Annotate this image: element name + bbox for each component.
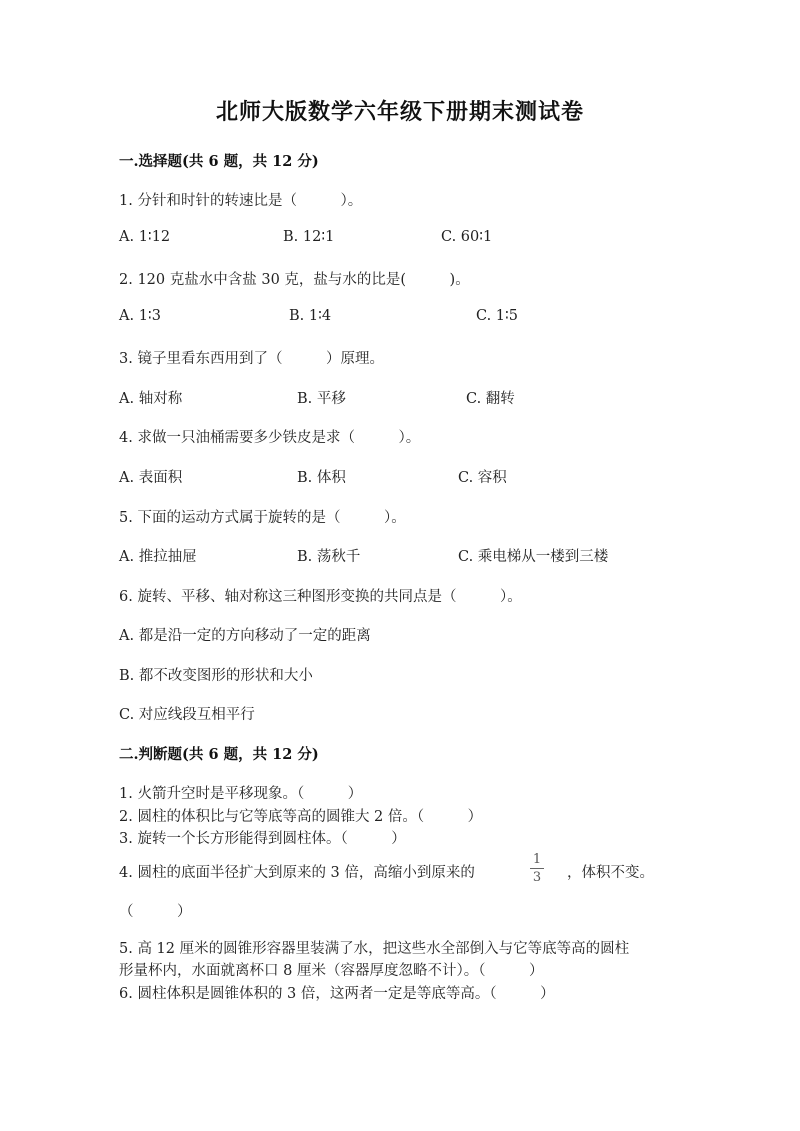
judgement-1-text: 1. 火箭升空时是平移现象。（ ） xyxy=(119,786,363,802)
question-2-option-c: C. 1∶5 xyxy=(476,308,519,324)
question-4-text: 4. 求做一只油桶需要多少铁皮是求（ ）。 xyxy=(119,430,421,446)
fraction-bar xyxy=(530,868,544,869)
question-3-option-a: A. 轴对称 xyxy=(119,391,183,407)
question-3-option-b: B. 平移 xyxy=(297,391,346,407)
question-1-text: 1. 分针和时针的转速比是（ ）。 xyxy=(119,193,363,209)
question-4-option-a: A. 表面积 xyxy=(119,470,183,486)
judgement-3-text: 3. 旋转一个长方形能得到圆柱体。（ ） xyxy=(119,831,406,847)
question-6-option-c: C. 对应线段互相平行 xyxy=(119,707,255,723)
judgement-4-paren: （ ） xyxy=(119,904,192,920)
question-1-option-b: B. 12∶1 xyxy=(283,229,335,245)
judgement-4-suffix: ，体积不变。 xyxy=(567,865,654,881)
question-4-option-c: C. 容积 xyxy=(458,470,507,486)
page-title: 北师大版数学六年级下册期末测试卷 xyxy=(215,99,584,125)
section-heading-judgement: 二.判断题(共 6 题，共 12 分) xyxy=(119,746,319,763)
fraction-denominator: 3 xyxy=(532,870,542,885)
question-2-option-a: A. 1∶3 xyxy=(119,308,161,324)
question-3-option-c: C. 翻转 xyxy=(466,391,515,407)
question-2-text: 2. 120 克盐水中含盐 30 克，盐与水的比是( )。 xyxy=(119,272,470,288)
fraction-one-third xyxy=(527,852,547,885)
judgement-5-text-line2: 形量杯内，水面就离杯口 8 厘米（容器厚度忽略不计）。（ ） xyxy=(119,963,544,979)
question-2-option-b: B. 1∶4 xyxy=(289,308,332,324)
question-1-option-a: A. 1∶12 xyxy=(119,229,171,245)
question-6-option-a: A. 都是沿一定的方向移动了一定的距离 xyxy=(119,628,371,644)
judgement-4-text: 4. 圆柱的底面半径扩大到原来的 3 倍，高缩小到原来的 xyxy=(119,865,475,881)
question-5-option-c: C. 乘电梯从一楼到三楼 xyxy=(458,549,609,565)
question-6-text: 6. 旋转、平移、轴对称这三种图形变换的共同点是（ ）。 xyxy=(119,589,522,605)
question-6-option-b: B. 都不改变图形的形状和大小 xyxy=(119,668,313,684)
question-3-text: 3. 镜子里看东西用到了（ ）原理。 xyxy=(119,351,384,367)
fraction-numerator: 1 xyxy=(532,852,542,867)
section-heading-choice: 一.选择题(共 6 题，共 12 分) xyxy=(119,153,319,170)
judgement-5-text-line1: 5. 高 12 厘米的圆锥形容器里装满了水，把这些水全部倒入与它等底等高的圆柱 xyxy=(119,941,630,957)
question-4-option-b: B. 体积 xyxy=(297,470,346,486)
question-1-option-c: C. 60∶1 xyxy=(441,229,493,245)
judgement-2-text: 2. 圆柱的体积比与它等底等高的圆锥大 2 倍。（ ） xyxy=(119,809,483,825)
question-5-option-a: A. 推拉抽屉 xyxy=(119,549,197,565)
judgement-6-text: 6. 圆柱体积是圆锥体积的 3 倍，这两者一定是等底等高。（ ） xyxy=(119,986,555,1002)
question-5-text: 5. 下面的运动方式属于旋转的是（ ）。 xyxy=(119,510,406,526)
question-5-option-b: B. 荡秋千 xyxy=(297,549,361,565)
